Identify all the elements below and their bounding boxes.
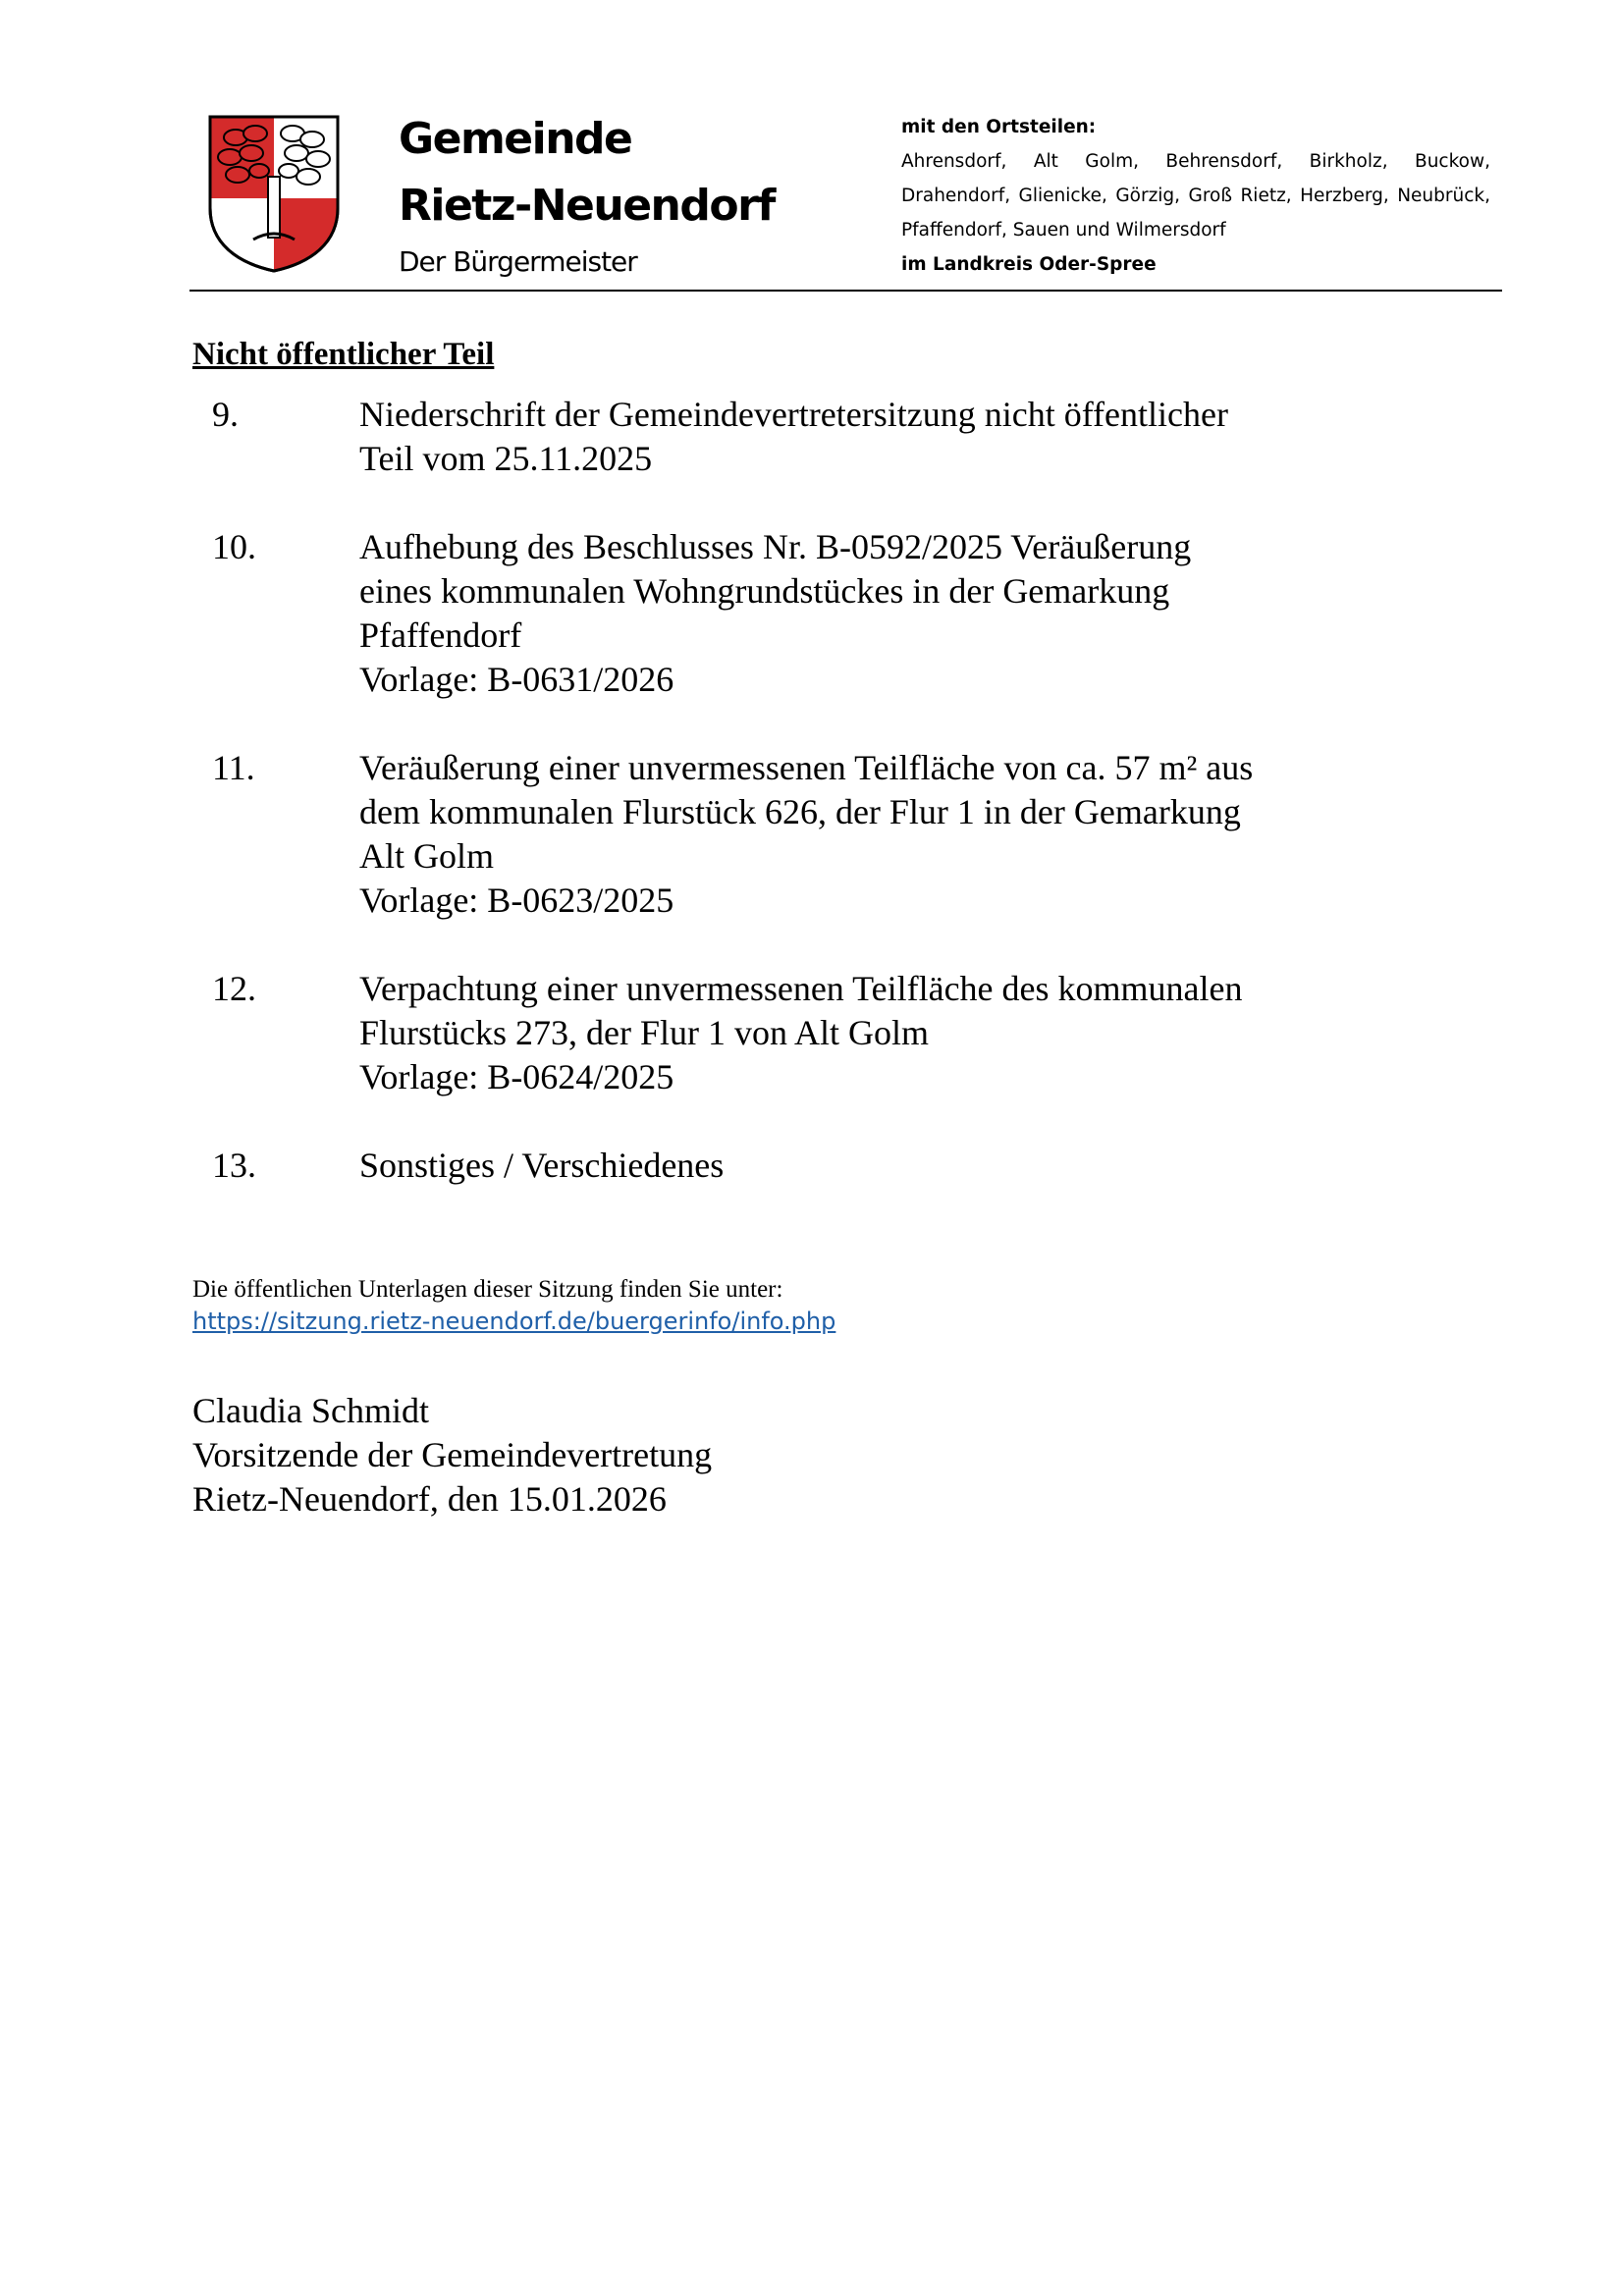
agenda-item-13 bbox=[212, 1144, 1390, 1188]
agenda-item-line: Aufhebung des Beschlusses Nr. B-0592/2025 Veräußerung bbox=[359, 527, 1192, 566]
agenda-item-number: 11. bbox=[212, 748, 255, 787]
agenda-item-line: Vorlage: B-0624/2025 bbox=[359, 1057, 674, 1096]
agenda-item-line: Sonstiges / Verschiedenes bbox=[359, 1146, 725, 1185]
agenda-item-line: Alt Golm bbox=[359, 836, 495, 876]
signatory-name: Claudia Schmidt bbox=[192, 1391, 429, 1430]
districts-line: Drahendorf, Glienicke, Görzig, Groß Rietz, Herzberg, Neubrück, bbox=[901, 186, 1490, 206]
section-title: Nicht öffentlicher Teil bbox=[192, 337, 495, 372]
agenda-item-10 bbox=[212, 525, 1390, 702]
agenda-item-line: eines kommunalen Wohngrundstückes in der Gemarkung bbox=[359, 571, 1170, 611]
documents-link[interactable]: https://sitzung.rietz-neuendorf.de/buergerinfo/info.php bbox=[192, 1308, 836, 1335]
signatory-role: Vorsitzende der Gemeindevertretung bbox=[192, 1435, 713, 1474]
agenda-item-line: Teil vom 25.11.2025 bbox=[359, 439, 653, 478]
agenda-item-number: 12. bbox=[212, 969, 256, 1008]
agenda-item-line: Pfaffendorf bbox=[359, 615, 522, 655]
agenda-item-number: 9. bbox=[212, 395, 239, 434]
documents-note-text: Die öffentlichen Unterlagen dieser Sitzung finden Sie unter: bbox=[192, 1276, 783, 1303]
agenda-item-line: Vorlage: B-0631/2026 bbox=[359, 660, 674, 699]
agenda-item-line: Niederschrift der Gemeindevertretersitzung nicht öffentlicher bbox=[359, 395, 1228, 434]
districts-block bbox=[901, 110, 1490, 282]
header-divider bbox=[189, 290, 1502, 292]
documents-note bbox=[192, 1274, 835, 1338]
agenda-item-number: 10. bbox=[212, 527, 256, 566]
agenda-item-line: Veräußerung einer unvermessenen Teilfläche von ca. 57 m² aus bbox=[359, 748, 1254, 787]
agenda-list bbox=[212, 393, 1390, 1232]
municipality-line-1: Gemeinde bbox=[399, 114, 632, 164]
agenda-item-9 bbox=[212, 393, 1390, 481]
districts-heading: mit den Ortsteilen: bbox=[901, 117, 1097, 137]
letterhead bbox=[189, 106, 1502, 291]
districts-county: im Landkreis Oder-Spree bbox=[901, 254, 1157, 275]
place-and-date: Rietz-Neuendorf, den 15.01.2026 bbox=[192, 1479, 667, 1519]
agenda-item-11 bbox=[212, 746, 1390, 923]
districts-line: Ahrensdorf, Alt Golm, Behrensdorf, Birkholz, Buckow, bbox=[901, 151, 1490, 172]
agenda-item-line: dem kommunalen Flurstück 626, der Flur 1 in der Gemarkung bbox=[359, 792, 1241, 831]
coat-of-arms-tree-icon bbox=[206, 114, 342, 274]
agenda-item-12 bbox=[212, 967, 1390, 1099]
districts-line: Pfaffendorf, Sauen und Wilmersdorf bbox=[901, 220, 1226, 240]
agenda-item-number: 13. bbox=[212, 1146, 256, 1185]
agenda-item-line: Verpachtung einer unvermessenen Teilfläche des kommunalen bbox=[359, 969, 1243, 1008]
municipality-name bbox=[399, 106, 775, 240]
office-title: Der Bürgermeister bbox=[399, 245, 637, 278]
municipality-line-2: Rietz-Neuendorf bbox=[399, 181, 775, 231]
agenda-item-line: Vorlage: B-0623/2025 bbox=[359, 881, 674, 920]
agenda-item-line: Flurstücks 273, der Flur 1 von Alt Golm bbox=[359, 1013, 930, 1052]
signature-block bbox=[192, 1389, 712, 1522]
